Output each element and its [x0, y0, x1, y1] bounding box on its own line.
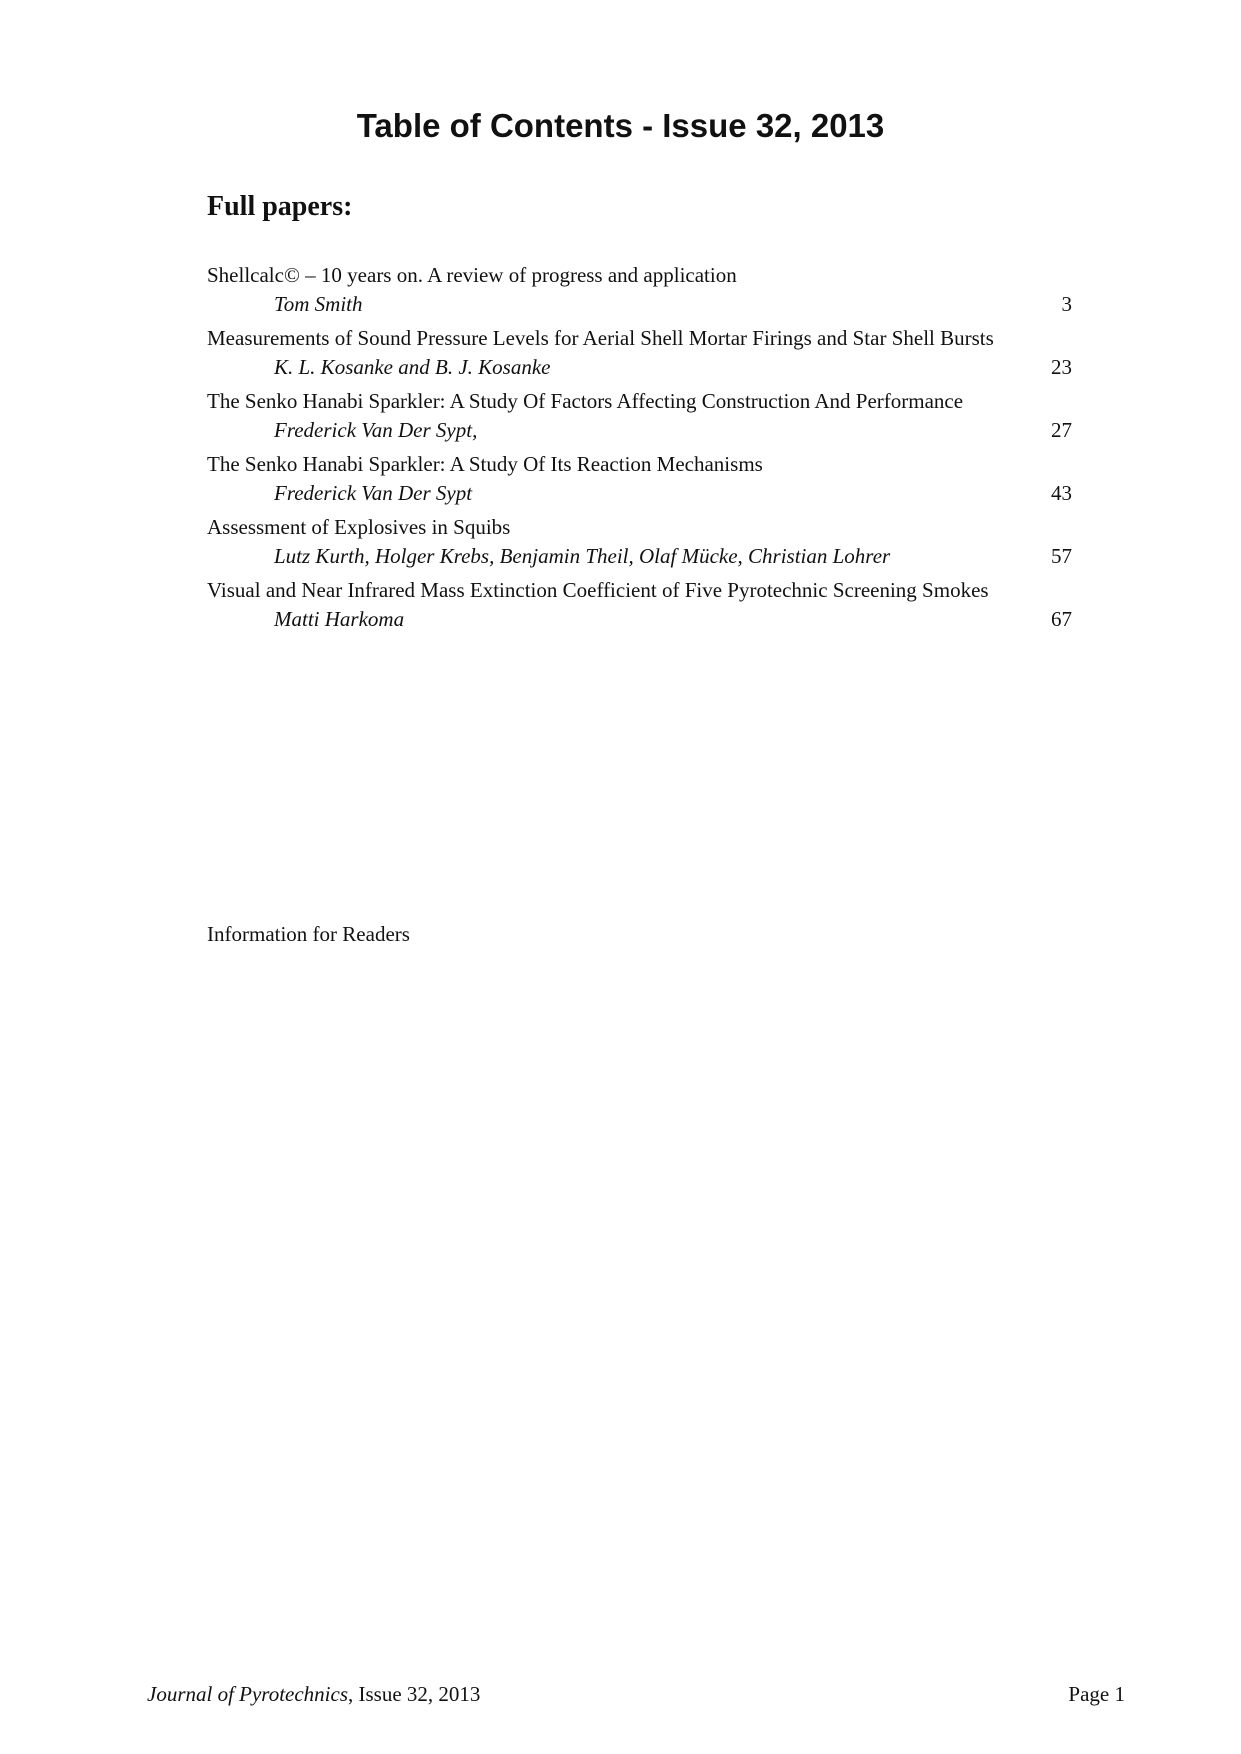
- entry-title: Visual and Near Infrared Mass Extinction Coefficient of Five Pyrotechnic Screening Smokes: [207, 578, 989, 602]
- entry-author-row: [207, 605, 1072, 639]
- entry-page-number: 27: [1051, 418, 1072, 442]
- toc-entry: [207, 324, 1072, 387]
- entry-author-row: [207, 290, 1072, 324]
- entry-page-number: 57: [1051, 544, 1072, 568]
- entry-author-row: [207, 416, 1072, 450]
- entry-title: The Senko Hanabi Sparkler: A Study Of Its Reaction Mechanisms: [207, 452, 763, 476]
- toc-entry: [207, 450, 1072, 513]
- footer-citation: [147, 1680, 480, 1709]
- entry-title: Shellcalc© – 10 years on. A review of progress and application: [207, 263, 737, 287]
- entry-page-number: 43: [1051, 481, 1072, 505]
- entry-authors: Lutz Kurth, Holger Krebs, Benjamin Theil, Olaf Mücke, Christian Lohrer: [274, 544, 891, 568]
- entry-author-row: [207, 542, 1072, 576]
- toc-entry: [207, 387, 1072, 450]
- toc-list: [207, 261, 1072, 639]
- toc-entry: [207, 261, 1072, 324]
- toc-entry: [207, 513, 1072, 576]
- footer-journal-name: Journal of Pyrotechnics: [147, 1682, 349, 1706]
- entry-authors: Frederick Van Der Sypt: [274, 481, 473, 505]
- footer-page-number: Page 1: [1068, 1682, 1125, 1706]
- entry-page-number: 67: [1051, 607, 1072, 631]
- entry-page-number: 3: [1061, 292, 1072, 316]
- entry-authors: Frederick Van Der Sypt,: [274, 418, 478, 442]
- entry-authors: Tom Smith: [274, 292, 363, 316]
- page-title: Table of Contents - Issue 32, 2013: [356, 107, 885, 144]
- entry-author-row: [207, 479, 1072, 513]
- entry-title: Assessment of Explosives in Squibs: [207, 515, 511, 539]
- entry-title: The Senko Hanabi Sparkler: A Study Of Factors Affecting Construction And Performance: [207, 389, 964, 413]
- footer-issue: , Issue 32, 2013: [348, 1682, 481, 1706]
- entry-author-row: [207, 353, 1072, 387]
- entry-authors: Matti Harkoma: [274, 607, 405, 631]
- entry-authors: K. L. Kosanke and B. J. Kosanke: [274, 355, 551, 379]
- readers-information: Information for Readers: [207, 922, 410, 946]
- entry-page-number: 23: [1051, 355, 1072, 379]
- toc-entry: [207, 576, 1072, 639]
- section-heading: Full papers:: [207, 191, 353, 222]
- entry-title: Measurements of Sound Pressure Levels for Aerial Shell Mortar Firings and Star Shell Bursts: [207, 326, 994, 350]
